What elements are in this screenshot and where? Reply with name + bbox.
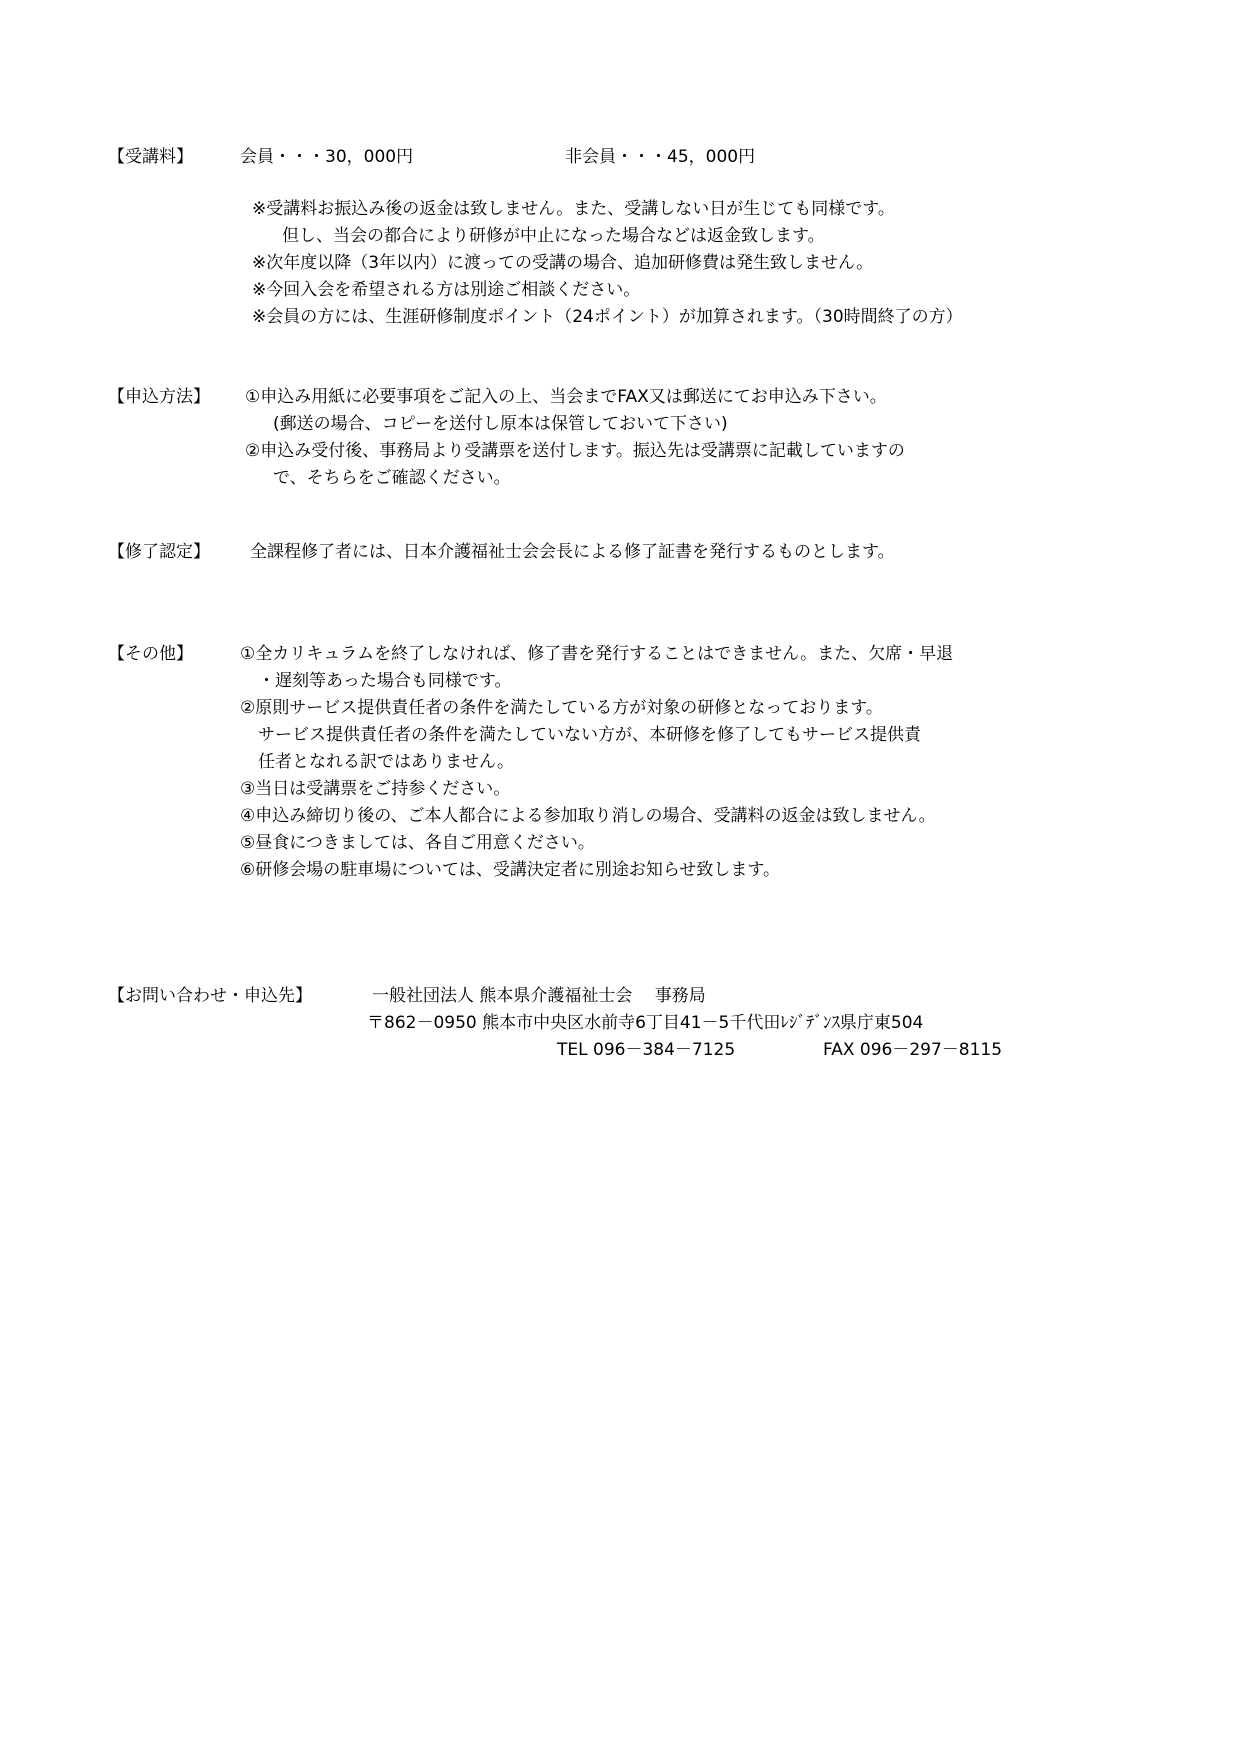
fee-label: 【受講料】 [108,147,193,167]
other-line: ⑤昼食につきましては、各自ご用意ください。 [240,833,595,853]
contact-fax: FAX 096－297－8115 [823,1040,1003,1060]
other-label: 【その他】 [108,644,193,664]
other-line: ・遅刻等あった場合も同様です。 [258,671,512,691]
fee-note: ※今回入会を希望される方は別途ご相談ください。 [252,280,641,300]
other-line: ③当日は受講票をご持参ください。 [240,779,511,799]
other-line: ④申込み締切り後の、ご本人都合による参加取り消しの場合、受講料の返金は致しません。 [240,806,936,826]
completion-label: 【修了認定】 [108,542,210,562]
other-line: ⑥研修会場の駐車場については、受講決定者に別途お知らせ致します。 [240,860,781,880]
contact-address: 〒862－0950 熊本市中央区水前寺6丁目41－5千代田ﾚｼﾞﾃﾞﾝｽ県庁東504 [367,1013,924,1033]
other-line: 任者となれる訳ではありません。 [258,752,515,772]
application-line: ①申込み用紙に必要事項をご記入の上、当会までFAX又は郵送にてお申込み下さい。 [245,387,887,407]
fee-note: ※会員の方には、生涯研修制度ポイント（24ポイント）が加算されます。（30時間終了の方） [252,307,963,327]
completion-text: 全課程修了者には、日本介護福祉士会会長による修了証書を発行するものとします。 [250,542,895,562]
application-line: ②申込み受付後、事務局より受講票を送付します。振込先は受講票に記載していますの [245,441,905,461]
fee-non-member: 非会員・・・45，000円 [565,147,756,167]
other-line: ①全カリキュラムを終了しなければ、修了書を発行することはできません。また、欠席・早退 [240,644,954,664]
application-line: (郵送の場合、コピーを送付し原本は保管しておいて下さい) [273,414,728,434]
fee-note: ※次年度以降（3年以内）に渡っての受講の場合、追加研修費は発生致しません。 [252,253,874,273]
contact-label: 【お問い合わせ・申込先】 [108,986,312,1006]
other-line: ②原則サービス提供責任者の条件を満たしている方が対象の研修となっております。 [240,698,883,718]
fee-note: ※受講料お振込み後の返金は致しません。また、受講しない日が生じても同様です。 [252,199,895,219]
application-label: 【申込方法】 [108,387,210,407]
contact-organization: 一般社団法人 熊本県介護福祉士会 事務局 [372,986,706,1006]
fee-member: 会員・・・30，000円 [240,147,414,167]
other-line: サービス提供責任者の条件を満たしていない方が、本研修を修了してもサービス提供責 [258,725,921,745]
application-line: で、そちらをご確認ください。 [273,468,511,488]
fee-note: 但し、当会の都合により研修が中止になった場合などは返金致します。 [282,226,825,246]
contact-tel: TEL 096－384－7125 [557,1040,736,1060]
